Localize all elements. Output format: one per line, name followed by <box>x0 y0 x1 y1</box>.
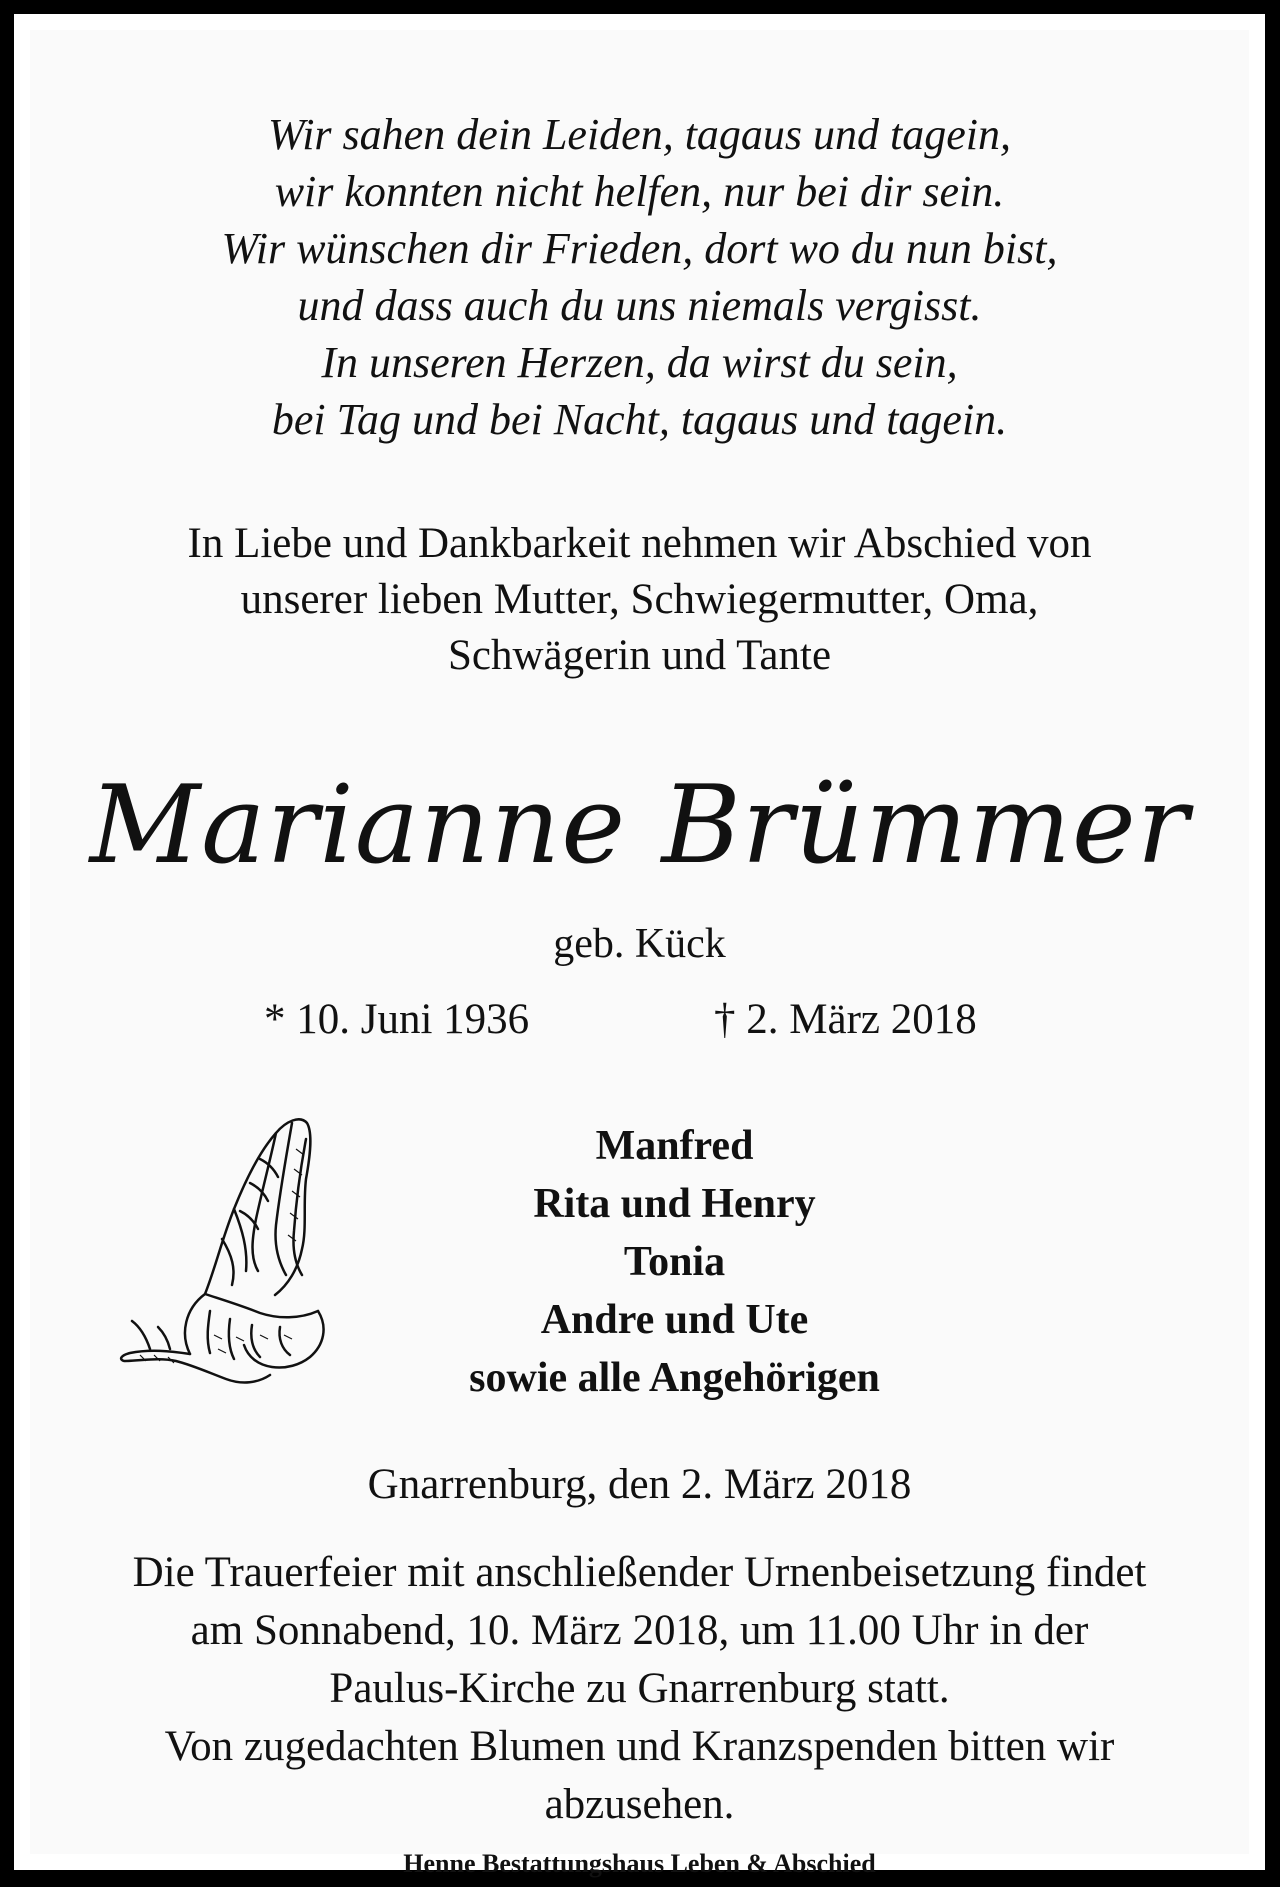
intro-line: Schwägerin und Tante <box>447 632 832 679</box>
poem-line: Wir wünschen dir Frieden, dort wo du nun bist, <box>221 224 1058 273</box>
mourner-line: Rita und Henry <box>533 1181 816 1227</box>
death-date: † 2. März 2018 <box>714 996 977 1043</box>
intro-text <box>14 516 1265 684</box>
service-line: am Sonnabend, 10. März 2018, um 11.00 Uhr in der <box>190 1607 1089 1654</box>
poem <box>14 106 1265 448</box>
praying-hands-icon <box>110 1099 350 1399</box>
poem-line: wir konnten nicht helfen, nur bei dir sein. <box>274 167 1005 216</box>
poem-line: und dass auch du uns niemals vergisst. <box>297 281 982 330</box>
mourner-line: Tonia <box>623 1239 726 1285</box>
poem-line: In unseren Herzen, da wirst du sein, <box>321 338 958 387</box>
birth-date: * 10. Juni 1936 <box>264 996 530 1043</box>
service-line: Von zugedachten Blumen und Kranzspenden bitten wir <box>164 1723 1115 1770</box>
poem-line: Wir sahen dein Leiden, tagaus und tagein, <box>267 110 1012 159</box>
funeral-home-footer: Henne Bestattungshaus Leben & Abschied <box>403 1849 876 1878</box>
birth-name: geb. Kück <box>553 921 726 967</box>
service-info <box>14 1544 1265 1834</box>
notice-frame <box>10 10 1269 1878</box>
deceased-name: Marianne Brümmer <box>89 763 1190 888</box>
poem-line: bei Tag und bei Nacht, tagaus und tagein. <box>271 395 1008 444</box>
intro-line: unserer lieben Mutter, Schwiegermutter, Oma, <box>240 576 1039 623</box>
mourners-list <box>344 1117 1005 1407</box>
mourner-line: Manfred <box>595 1123 754 1169</box>
service-line: abzusehen. <box>544 1781 735 1828</box>
intro-line: In Liebe und Dankbarkeit nehmen wir Abschied von <box>187 520 1092 567</box>
service-line: Die Trauerfeier mit anschließender Urnenbeisetzung findet <box>132 1549 1147 1596</box>
service-line: Paulus-Kirche zu Gnarrenburg statt. <box>329 1665 950 1712</box>
place-date: Gnarrenburg, den 2. März 2018 <box>367 1461 912 1508</box>
mourner-line: Andre und Ute <box>540 1297 809 1343</box>
mourner-line: sowie alle Angehörigen <box>469 1355 880 1401</box>
